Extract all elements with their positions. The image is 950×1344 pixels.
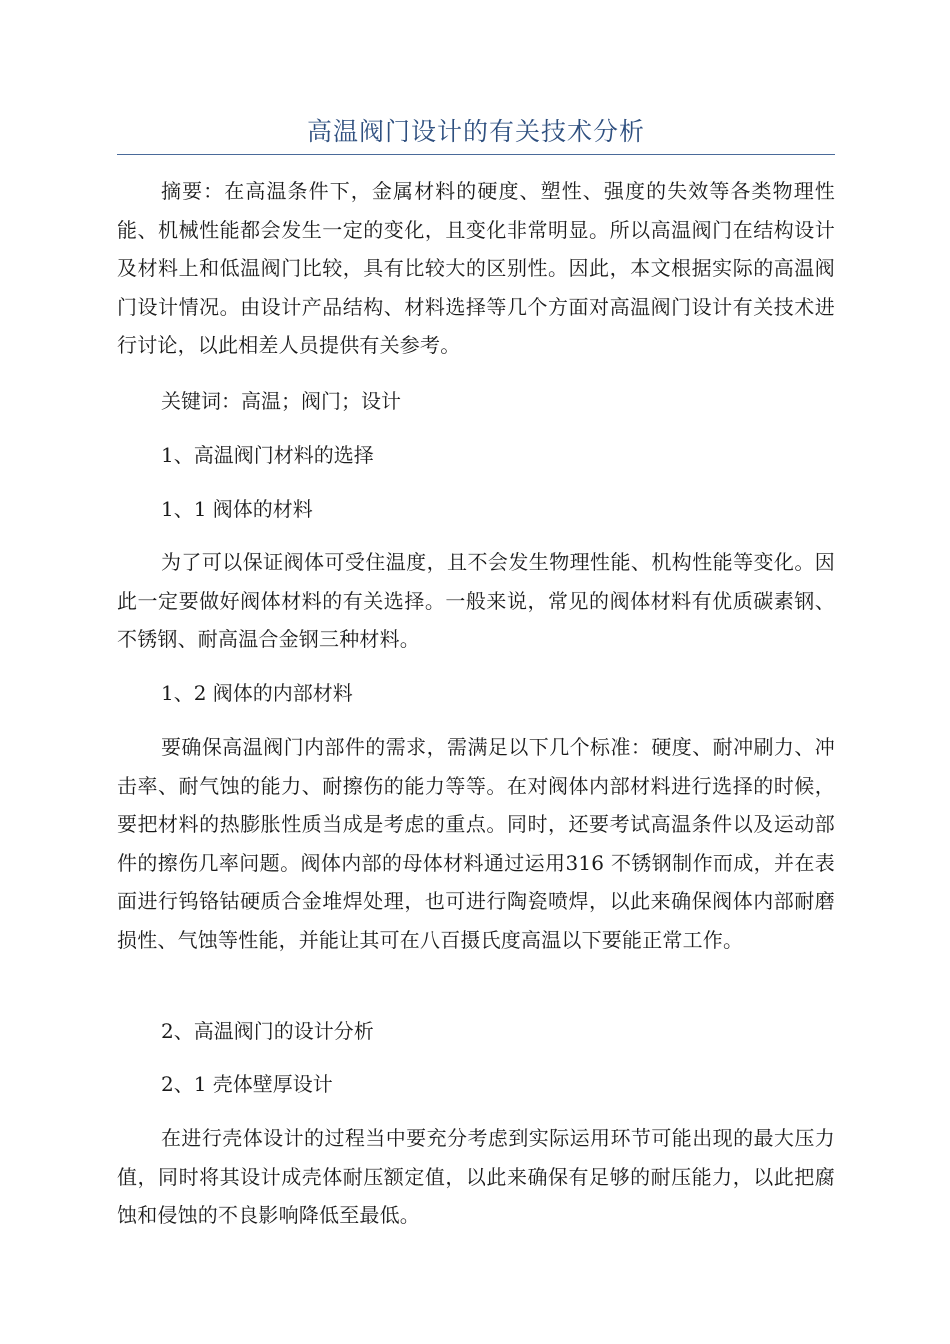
- paragraph-1-1: 为了可以保证阀体可受住温度，且不会发生物理性能、机构性能等变化。因此一定要做好阀体材料的有关选择。一般来说，常见的阀体材料有优质碳素钢、不锈钢、耐高温合金钢三种材料。: [117, 550, 835, 651]
- section-heading-2: 2、高温阀门的设计分析: [161, 1019, 374, 1043]
- subsection-heading-1-1: 1、1 阀体的材料: [161, 497, 313, 521]
- section-heading-1: 1、高温阀门材料的选择: [161, 443, 374, 467]
- title-underline: [117, 154, 835, 155]
- abstract-paragraph: 摘要：在高温条件下，金属材料的硬度、塑性、强度的失效等各类物理性能、机械性能都会发生一定的变化，且变化非常明显。所以高温阀门在结构设计及材料上和低温阀门比较，具有比较大的区别性。因此，本文根据实际的高温阀门设计情况。由设计产品结构、材料选择等几个方面对高温阀门设计有关技术进行讨论，以此相差人员提供有关参考。: [117, 179, 835, 357]
- subsection-heading-2-1: 2、1 壳体壁厚设计: [161, 1072, 333, 1096]
- paragraph-2-1: 在进行壳体设计的过程当中要充分考虑到实际运用环节可能出现的最大压力值，同时将其设计成壳体耐压额定值，以此来确保有足够的耐压能力，以此把腐蚀和侵蚀的不良影响降低至最低。: [117, 1126, 835, 1227]
- keywords-line: 关键词：高温；阀门；设计: [161, 389, 401, 413]
- page-title: 高温阀门设计的有关技术分析: [306, 117, 645, 146]
- paragraph-1-2: 要确保高温阀门内部件的需求，需满足以下几个标准：硬度、耐冲刷力、冲击率、耐气蚀的能力、耐擦伤的能力等等。在对阀体内部材料进行选择的时候，要把材料的热膨胀性质当成是考虑的重点。同时，还要考试高温条件以及运动部件的擦伤几率问题。阀体内部的母体材料通过运用316 不锈钢制作而成，并在表面进行钨铬钴硬质合金堆焊处理，也可进行陶瓷喷焊，以此来确保阀体内部耐磨损性、气蚀等性能，并能让其可在八百摄氏度高温以下要能正常工作。: [117, 735, 835, 952]
- subsection-heading-1-2: 1、2 阀体的内部材料: [161, 681, 353, 705]
